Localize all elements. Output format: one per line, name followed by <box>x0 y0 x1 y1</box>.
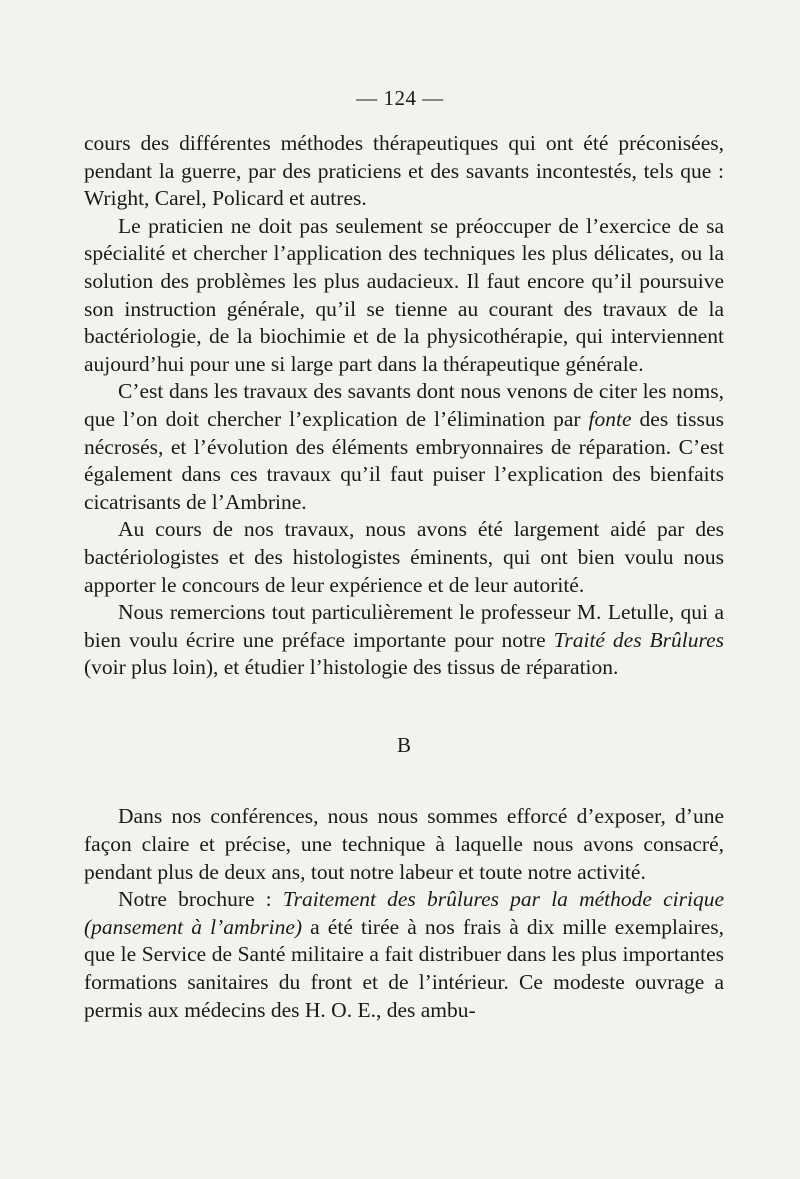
paragraph-3-text-b: des tissus nécrosés, et l’évolution des éléments embryonnaires de réparation. C’est également dans ces travaux qu’il faut puiser l’explication des bienfaits cicatrisants de l’Ambrine. <box>84 406 724 514</box>
paragraph-4: Au cours de nos travaux, nous avons été largement aidé par des bactériologistes et des histologistes éminents, qui ont bien voulu nous apporter le concours de leur expérience et de leur autorité. <box>84 517 724 597</box>
paragraph-3-italic: fonte <box>588 406 632 431</box>
paragraph-5-italic: Traité des Brûlures <box>553 627 724 652</box>
paragraph-7-text-a: Notre brochure : <box>118 887 283 912</box>
paragraph-1: cours des différentes méthodes thérapeutiques qui ont été préconisées, pendant la guerre, par des praticiens et des savants incontestés, tels que : Wright, Carel, Policard et autres. <box>84 131 724 211</box>
paragraph-7-text-b: a été tirée à nos frais à dix mille exemplaires, que le Service de Santé militaire a fait distribuer dans les plus importantes formations sanitaires du front et de l’intérieur. Ce modeste ouvrage a permis aux médecins des H. O. E., des ambu- <box>84 914 724 1022</box>
page-number: — 124 — <box>356 86 444 110</box>
paragraph-5-text-a: Nous remercions tout particulièrement le professeur M. Letulle, qui a bien voulu écrire une préface importante pour notre <box>84 600 724 652</box>
page-body <box>84 130 724 1024</box>
paragraph-3 <box>84 378 724 516</box>
paragraph-6: Dans nos conférences, nous nous sommes efforcé d’exposer, d’une façon claire et précise, une technique à laquelle nous avons consacré, pendant plus de deux ans, tout notre labeur et toute notre activité. <box>84 804 724 884</box>
paragraph-7-italic: Traitement des brûlures par la méthode cirique (pansement à l’ambrine) <box>84 887 724 939</box>
paragraph-3-text-a: C’est dans les travaux des savants dont nous venons de citer les noms, que l’on doit chercher l’explication de l’élimination par <box>84 379 724 431</box>
paragraph-7 <box>84 886 724 1024</box>
paragraph-5 <box>84 599 724 682</box>
paragraph-5-text-b: (voir plus loin), et étudier l’histologie des tissus de réparation. <box>84 655 619 680</box>
paragraph-2: Le praticien ne doit pas seulement se préoccuper de l’exercice de sa spécialité et chercher l’application des techniques les plus délicates, ou la solution des problèmes les plus audacieux. Il faut encore qu’il poursuive son instruction générale, qu’il se tienne au courant des travaux de la bactériologie, de la biochimie et de la physicothérapie, qui interviennent aujourd’hui pour une si large part dans la thérapeutique générale. <box>84 213 724 376</box>
section-heading: B <box>396 732 411 757</box>
